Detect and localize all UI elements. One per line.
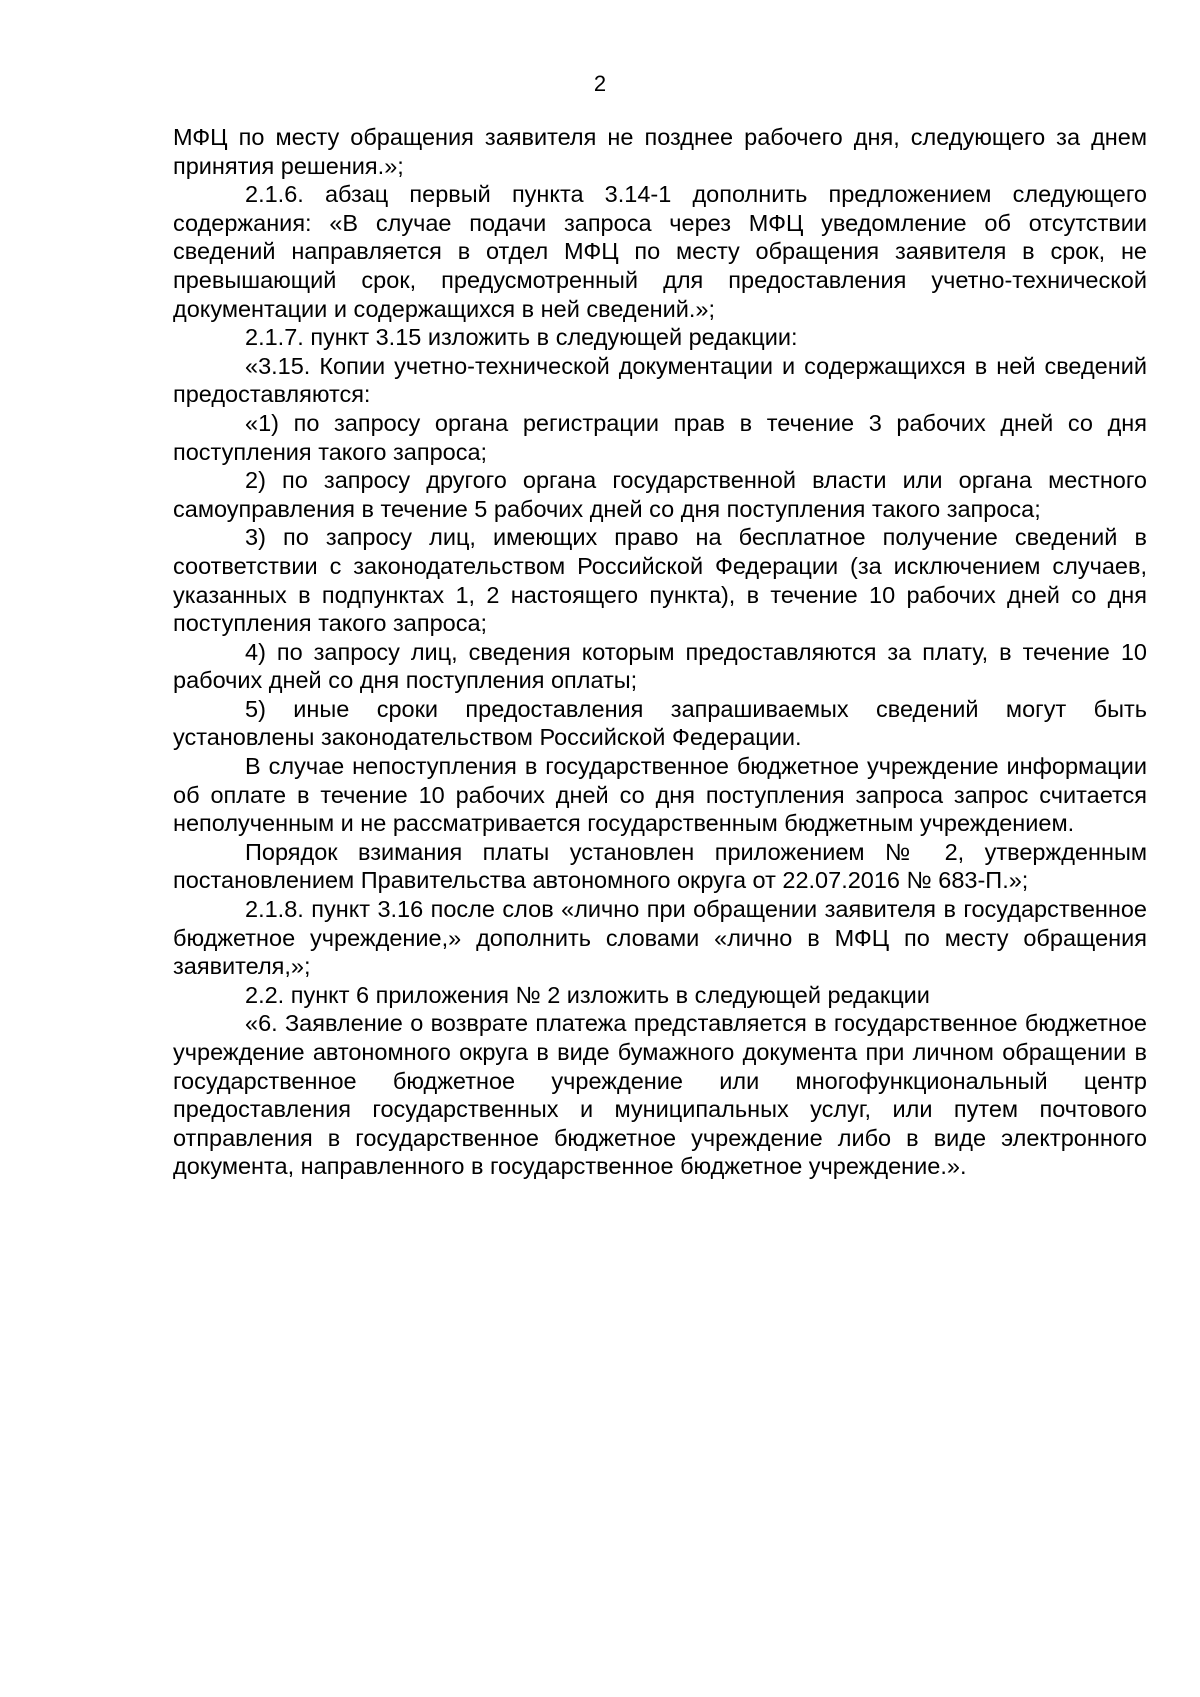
paragraph-item-2-1-6: 2.1.6. абзац первый пункта 3.14-1 дополнить предложением следующего содержания: «В случае подачи запроса через МФЦ уведомление об отсутствии сведений направляется в отдел МФЦ по месту обращения заявителя в срок, не превышающий срок, предусмотренный для предоставления учетно-технической документации и содержащихся в ней сведений.»;: [173, 181, 1147, 322]
paragraph-item-6: «6. Заявление о возврате платежа представляется в государственное бюджетное учреждение автономного округа в виде бумажного документа при личном обращении в государственное бюджетное учреждение или многофункциональный центр предоставления государственных и муниципальных услуг, или путем почтового отправления в государственное бюджетное учреждение либо в виде электронного документа, направленного в государственное бюджетное учреждение.».: [173, 1010, 1147, 1180]
paragraph-subitem-2: 2) по запросу другого органа государственной власти или органа местного самоуправления в течение 5 рабочих дней со дня поступления такого запроса;: [173, 467, 1147, 522]
paragraph-fee-procedure: Порядок взимания платы установлен приложением № 2, утвержденным постановлением Правительства автономного округа от 22.07.2016 № 683-П.»;: [173, 838, 1147, 894]
paragraph-subitem-3: 3) по запросу лиц, имеющих право на бесплатное получение сведений в соответствии с законодательством Российской Федерации (за исключением случаев, указанных в подпунктах 1, 2 настоящего пункта), в течение 10 рабочих дней со дня поступления такого запроса;: [173, 524, 1147, 637]
document-body: [173, 123, 1147, 1181]
page-number: 2: [593, 71, 607, 96]
paragraph-non-payment: В случае непоступления в государственное бюджетное учреждение информации об оплате в течение 10 рабочих дней со дня поступления запроса запрос считается неполученным и не рассматривается государственным бюджетным учреждением.: [173, 753, 1147, 837]
paragraph-item-2-1-7: 2.1.7. пункт 3.15 изложить в следующей редакции:: [245, 324, 798, 351]
paragraph-subitem-4: 4) по запросу лиц, сведения которым предоставляются за плату, в течение 10 рабочих дней со дня поступления оплаты;: [173, 638, 1147, 694]
paragraph-subitem-5: 5) иные сроки предоставления запрашиваемых сведений могут быть установлены законодательством Российской Федерации.: [173, 695, 1147, 751]
paragraph-item-3-15: «3.15. Копии учетно-технической документации и содержащихся в ней сведений предоставляются:: [173, 352, 1147, 408]
paragraph-item-2-2: 2.2. пункт 6 приложения № 2 изложить в следующей редакции: [245, 981, 930, 1008]
paragraph-continuation: МФЦ по месту обращения заявителя не позднее рабочего дня, следующего за днем принятия решения.»;: [173, 124, 1147, 179]
paragraph-subitem-1: «1) по запросу органа регистрации прав в течение 3 рабочих дней со дня поступления такого запроса;: [173, 409, 1147, 465]
paragraph-item-2-1-8: 2.1.8. пункт 3.16 после слов «лично при обращении заявителя в государственное бюджетное учреждение,» дополнить словами «лично в МФЦ по месту обращения заявителя,»;: [173, 896, 1147, 980]
